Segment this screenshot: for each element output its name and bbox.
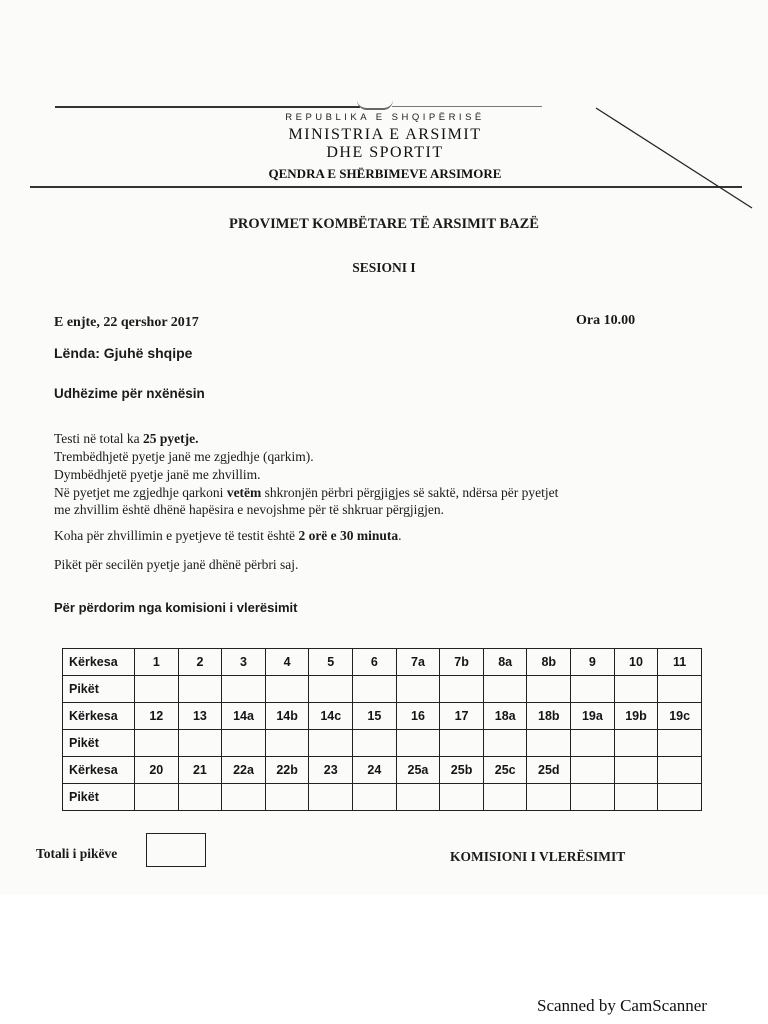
question-number-cell: [658, 757, 702, 784]
request-row: [63, 649, 702, 676]
instruction-question-count: Testi në total ka 25 pyetje.: [54, 431, 199, 446]
points-entry-cell[interactable]: [571, 730, 615, 757]
points-entry-cell[interactable]: [353, 784, 397, 811]
points-entry-cell[interactable]: [527, 784, 571, 811]
points-entry-cell[interactable]: [396, 784, 440, 811]
question-number-cell: 13: [178, 703, 222, 730]
request-row-label: Kërkesa: [63, 649, 135, 676]
republic-label: REPUBLIKA E SHQIPËRISË: [285, 112, 485, 123]
question-number-cell: 14b: [265, 703, 309, 730]
question-number-cell: 9: [571, 649, 615, 676]
points-row-label: Pikët: [63, 676, 135, 703]
points-entry-cell[interactable]: [483, 730, 527, 757]
points-entry-cell[interactable]: [135, 784, 179, 811]
points-entry-cell[interactable]: [353, 730, 397, 757]
instructions-heading: Udhëzime për nxënësin: [54, 386, 205, 401]
question-number-cell: 8a: [483, 649, 527, 676]
points-entry-cell[interactable]: [658, 784, 702, 811]
question-number-cell: 8b: [527, 649, 571, 676]
question-number-cell: [614, 757, 658, 784]
scoring-table: [62, 648, 702, 811]
points-entry-cell[interactable]: [658, 676, 702, 703]
points-entry-cell[interactable]: [571, 676, 615, 703]
question-number-cell: 19c: [658, 703, 702, 730]
points-row: [63, 730, 702, 757]
points-entry-cell[interactable]: [178, 784, 222, 811]
question-number-cell: 16: [396, 703, 440, 730]
question-number-cell: 5: [309, 649, 353, 676]
question-number-cell: 25d: [527, 757, 571, 784]
question-number-cell: 23: [309, 757, 353, 784]
question-number-cell: [571, 757, 615, 784]
points-entry-cell[interactable]: [265, 730, 309, 757]
points-entry-cell[interactable]: [527, 730, 571, 757]
instruction-points: Pikët për secilën pyetje janë dhënë përbri saj.: [54, 557, 299, 572]
points-entry-cell[interactable]: [353, 676, 397, 703]
question-number-cell: 4: [265, 649, 309, 676]
points-row: [63, 784, 702, 811]
points-entry-cell[interactable]: [222, 730, 266, 757]
question-number-cell: 3: [222, 649, 266, 676]
instruction-multiple-choice: Trembëdhjetë pyetje janë me zgjedhje (qarkim).: [54, 449, 314, 464]
points-entry-cell[interactable]: [614, 784, 658, 811]
question-number-cell: 25b: [440, 757, 484, 784]
points-entry-cell[interactable]: [309, 676, 353, 703]
ministry-line-2: DHE SPORTIT: [326, 144, 444, 161]
points-entry-cell[interactable]: [265, 676, 309, 703]
session-label: SESIONI I: [352, 260, 416, 275]
points-entry-cell[interactable]: [440, 730, 484, 757]
question-number-cell: 10: [614, 649, 658, 676]
question-number-cell: 7a: [396, 649, 440, 676]
question-number-cell: 25c: [483, 757, 527, 784]
question-number-cell: 21: [178, 757, 222, 784]
question-number-cell: 20: [135, 757, 179, 784]
question-number-cell: 19a: [571, 703, 615, 730]
question-number-cell: 25a: [396, 757, 440, 784]
points-entry-cell[interactable]: [309, 784, 353, 811]
commission-label: KOMISIONI I VLERËSIMIT: [450, 849, 626, 864]
exam-title: PROVIMET KOMBËTARE TË ARSIMIT BAZË: [229, 216, 539, 232]
exam-date: E enjte, 22 qershor 2017: [54, 315, 199, 330]
points-entry-cell[interactable]: [309, 730, 353, 757]
total-points-label: Totali i pikëve: [36, 846, 118, 861]
points-entry-cell[interactable]: [440, 784, 484, 811]
question-number-cell: 7b: [440, 649, 484, 676]
question-number-cell: 11: [658, 649, 702, 676]
exam-time: Ora 10.00: [576, 313, 636, 328]
points-entry-cell[interactable]: [178, 730, 222, 757]
request-row-label: Kërkesa: [63, 703, 135, 730]
points-row-label: Pikët: [63, 784, 135, 811]
question-number-cell: 17: [440, 703, 484, 730]
instruction-circling: Në pyetjet me zgjedhje qarkoni vetëm shkronjën përbri përgjigjes së saktë, ndërsa për pyetjet: [54, 485, 559, 500]
points-entry-cell[interactable]: [222, 784, 266, 811]
question-number-cell: 6: [353, 649, 397, 676]
subject-label: Lënda: Gjuhë shqipe: [54, 345, 193, 361]
question-number-cell: 14a: [222, 703, 266, 730]
request-row: [63, 703, 702, 730]
question-number-cell: 14c: [309, 703, 353, 730]
points-entry-cell[interactable]: [178, 676, 222, 703]
points-entry-cell[interactable]: [135, 676, 179, 703]
question-number-cell: 18b: [527, 703, 571, 730]
instruction-answer-space: me zhvillim është dhënë hapësira e nevojshme për të shkruar përgjigjen.: [54, 502, 444, 517]
points-entry-cell[interactable]: [222, 676, 266, 703]
points-row: [63, 676, 702, 703]
points-entry-cell[interactable]: [658, 730, 702, 757]
points-entry-cell[interactable]: [396, 730, 440, 757]
committee-use-heading: Për përdorim nga komisioni i vlerësimit: [54, 600, 298, 615]
points-entry-cell[interactable]: [483, 784, 527, 811]
question-number-cell: 18a: [483, 703, 527, 730]
question-number-cell: 22b: [265, 757, 309, 784]
question-number-cell: 12: [135, 703, 179, 730]
points-entry-cell[interactable]: [527, 676, 571, 703]
camscanner-watermark: Scanned by CamScanner: [537, 996, 707, 1015]
request-row-label: Kërkesa: [63, 757, 135, 784]
request-row: [63, 757, 702, 784]
points-entry-cell[interactable]: [265, 784, 309, 811]
instruction-open-questions: Dymbëdhjetë pyetje janë me zhvillim.: [54, 467, 261, 482]
points-entry-cell[interactable]: [614, 730, 658, 757]
question-number-cell: 19b: [614, 703, 658, 730]
ministry-line-1: MINISTRIA E ARSIMIT: [288, 126, 482, 143]
points-entry-cell[interactable]: [571, 784, 615, 811]
points-row-label: Pikët: [63, 730, 135, 757]
points-entry-cell[interactable]: [440, 676, 484, 703]
question-number-cell: 15: [353, 703, 397, 730]
instruction-duration: Koha për zhvillimin e pyetjeve të testit është 2 orë e 30 minuta.: [54, 528, 402, 543]
points-entry-cell[interactable]: [396, 676, 440, 703]
question-number-cell: 22a: [222, 757, 266, 784]
points-entry-cell[interactable]: [135, 730, 179, 757]
question-number-cell: 24: [353, 757, 397, 784]
question-number-cell: 1: [135, 649, 179, 676]
question-number-cell: 2: [178, 649, 222, 676]
points-entry-cell[interactable]: [614, 676, 658, 703]
education-center-name: QENDRA E SHËRBIMEVE ARSIMORE: [268, 166, 502, 181]
points-entry-cell[interactable]: [483, 676, 527, 703]
total-points-box[interactable]: [146, 833, 206, 867]
